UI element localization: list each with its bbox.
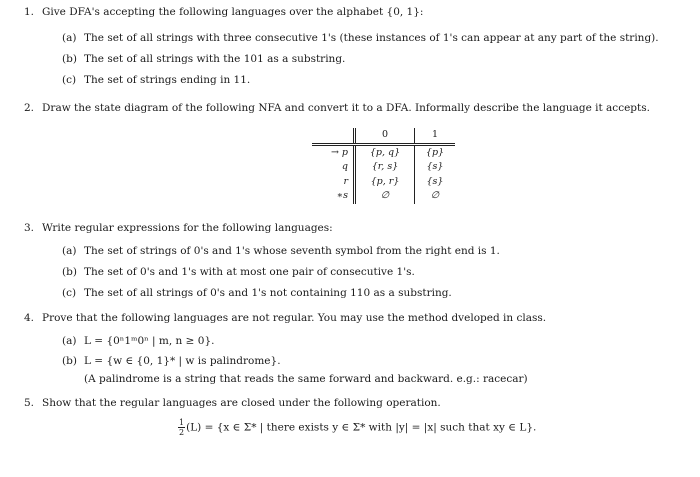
- state-cell: → p: [330, 146, 348, 158]
- table-row: [312, 175, 455, 190]
- q1b-text: The set of all strings with the 101 as a substring.: [84, 53, 346, 65]
- q2-number: 2.: [24, 102, 35, 114]
- q1-text: Give DFA's accepting the following languages over the alphabet {0, 1}:: [42, 6, 424, 18]
- transition-cell: {p, q}: [355, 144, 415, 160]
- fraction-denominator: 2: [179, 428, 185, 437]
- q3-heading: [24, 222, 333, 234]
- q4-text: Prove that the following languages are not regular. You may use the method dveloped in class.: [42, 312, 547, 324]
- state-cell: q: [341, 161, 348, 172]
- q2-text: Draw the state diagram of the following NFA and convert it to a DFA. Informally describe the language it accepts.: [42, 102, 650, 114]
- formula-text: (L) = {x ∈ Σ* | there exists y ∈ Σ* with |y| = |x| such that xy ∈ L}.: [186, 421, 537, 434]
- fraction-numerator: 1: [179, 418, 185, 427]
- q3c-text: The set of all strings of 0's and 1's not containing 110 as a substring.: [84, 287, 452, 299]
- transition-cell: ∅: [415, 189, 456, 204]
- state-cell: r: [343, 175, 348, 187]
- half-operation-formula: [178, 418, 536, 437]
- q3-part-a: [62, 245, 500, 257]
- q5-text: Show that the regular languages are closed under the following operation.: [42, 397, 441, 409]
- q1-part-b: [62, 53, 345, 65]
- q4a-text: L = {0ⁿ1ᵐ0ⁿ | m, n ≥ 0}.: [84, 335, 215, 347]
- q4-part-a: [62, 335, 214, 347]
- q3c-label: (c): [62, 287, 77, 299]
- one-half-fraction: [178, 418, 185, 437]
- nfa-transition-table: [312, 128, 455, 204]
- header-input-1: 1: [415, 128, 456, 144]
- transition-cell: {p, r}: [355, 175, 415, 190]
- q1a-label: (a): [62, 32, 77, 44]
- q5-number: 5.: [24, 397, 35, 409]
- q2-heading: [24, 102, 650, 114]
- q4-number: 4.: [24, 312, 35, 324]
- q3b-text: The set of 0's and 1's with at most one pair of consecutive 1's.: [84, 266, 415, 278]
- transition-cell: {s}: [415, 160, 456, 175]
- q4b-label: (b): [62, 355, 77, 367]
- q1c-text: The set of strings ending in 11.: [84, 74, 251, 86]
- q5-heading: [24, 397, 441, 409]
- q4b-text: L = {w ∈ {0, 1}* | w is palindrome}.: [84, 355, 281, 367]
- q4a-label: (a): [62, 335, 77, 347]
- table-header-row: [312, 128, 455, 144]
- q1-heading: [24, 6, 423, 18]
- q3a-text: The set of strings of 0's and 1's whose seventh symbol from the right end is 1.: [84, 245, 500, 257]
- q1b-label: (b): [62, 53, 77, 65]
- q1-part-a: [62, 32, 659, 44]
- transition-cell: {r, s}: [355, 160, 415, 175]
- transition-cell: ∅: [355, 189, 415, 204]
- header-input-0: 0: [355, 128, 415, 144]
- q1a-text: The set of all strings with three consecutive 1's (these instances of 1's can appear at any part of the string).: [84, 32, 659, 44]
- q3-part-b: [62, 266, 415, 278]
- transition-cell: {s}: [415, 175, 456, 190]
- q3a-label: (a): [62, 245, 77, 257]
- q3-number: 3.: [24, 222, 35, 234]
- table-row: [312, 189, 455, 204]
- state-cell: ∗s: [336, 190, 348, 201]
- transition-cell: {p}: [415, 144, 456, 160]
- q4-part-b: [62, 355, 281, 367]
- table-row: [312, 160, 455, 175]
- q3-part-c: [62, 287, 452, 299]
- q3b-label: (b): [62, 266, 77, 278]
- q4-heading: [24, 312, 546, 324]
- header-state-cell: [312, 128, 355, 144]
- table-row: [312, 144, 455, 160]
- q4-palindrome-note: (A palindrome is a string that reads the same forward and backward. e.g.: racecar): [84, 373, 528, 385]
- q1c-label: (c): [62, 74, 77, 86]
- q1-number: 1.: [24, 6, 35, 18]
- q1-part-c: [62, 74, 250, 86]
- q3-text: Write regular expressions for the following languages:: [42, 222, 333, 234]
